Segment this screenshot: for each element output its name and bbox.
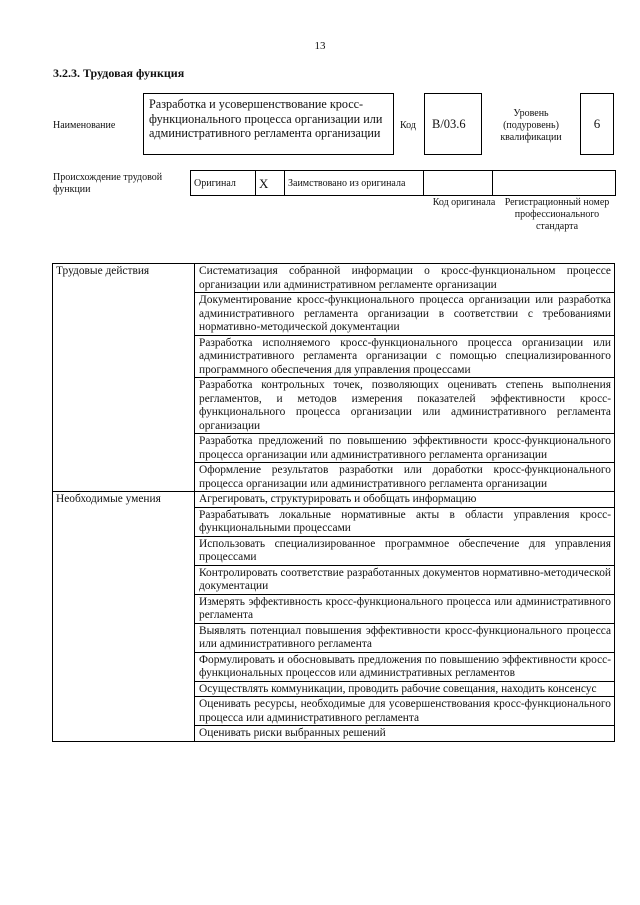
skill-item: Осуществлять коммуникации, проводить рабочие совещания, находить консенсус [195, 681, 615, 697]
labor-action-item: Разработка контрольных точек, позволяющих оценивать степень выполнения регламентов, и методов измерения показателей эффективности кросс-функционального процесса организации или административного регламента организации [195, 378, 615, 434]
level-box [580, 93, 614, 155]
reg-number-cell [493, 171, 616, 196]
skill-item: Контролировать соответствие разработанных документов нормативно-методической документации [195, 565, 615, 594]
skill-item: Выявлять потенциал повышения эффективности кросс-функционального процесса или административного регламента [195, 623, 615, 652]
skill-item: Оценивать ресурсы, необходимые для усовершенствования кросс-функционального процесса или административного регламента [195, 697, 615, 726]
function-name-value: Разработка и усовершенствование кросс-функционального процесса организации или административного регламента организации [149, 97, 383, 141]
function-details-table [52, 263, 615, 742]
original-cell [191, 171, 256, 196]
table-row [53, 492, 615, 508]
original-mark: X [259, 175, 269, 191]
code-caption: Код оригинала [432, 197, 496, 208]
code-label: Код [400, 120, 416, 131]
borrowed-label: Заимствовано из оригинала [288, 177, 406, 189]
function-name-box [143, 93, 394, 155]
reg-caption: Регистрационный номер профессионального стандарта [504, 197, 610, 232]
skill-item: Агрегировать, структурировать и обобщать информацию [195, 492, 615, 508]
labor-action-item: Разработка предложений по повышению эффективности кросс-функционального процесса организации или административного регламента организации [195, 434, 615, 463]
original-code-cell [424, 171, 493, 196]
labor-action-item: Документирование кросс-функционального процесса организации или разработка административного регламента организации в соответствии с требованиями нормативно-методической документации [195, 293, 615, 336]
skill-item: Оценивать риски выбранных решений [195, 726, 615, 742]
skill-item: Измерять эффективность кросс-функционального процесса или административного регламента [195, 594, 615, 623]
origin-table [190, 170, 616, 196]
borrowed-cell [285, 171, 424, 196]
name-label: Наименование [53, 120, 116, 131]
skill-item: Формулировать и обосновывать предложения по повышению эффективности кросс-функциональных процессов или административных регламентов [195, 652, 615, 681]
labor-actions-label: Трудовые действия [53, 264, 195, 492]
labor-action-item: Систематизация собранной информации о кросс-функциональном процессе организации или административном регламенте организации [195, 264, 615, 293]
code-box [424, 93, 482, 155]
original-mark-cell [256, 171, 285, 196]
labor-action-item: Разработка исполняемого кросс-функционального процесса организации или административного регламента организации с помощью специализированного программного обеспечения для управления процессами [195, 335, 615, 378]
original-label: Оригинал [194, 177, 236, 189]
level-value: 6 [593, 116, 601, 131]
origin-label: Происхождение трудовой функции [53, 172, 163, 195]
table-row [53, 264, 615, 293]
skill-item: Разрабатывать локальные нормативные акты в области управления кросс-функциональными процессами [195, 507, 615, 536]
section-title: 3.2.3. Трудовая функция [53, 66, 185, 80]
code-value: B/03.6 [432, 116, 466, 131]
skill-item: Использовать специализированное программное обеспечение для управления процессами [195, 536, 615, 565]
skills-label: Необходимые умения [53, 492, 195, 742]
labor-action-item: Оформление результатов разработки или доработки кросс-функционального процесса организации или административного регламента организации [195, 463, 615, 492]
page-number: 13 [314, 40, 326, 52]
level-label: Уровень (подуровень) квалификации [500, 108, 562, 143]
